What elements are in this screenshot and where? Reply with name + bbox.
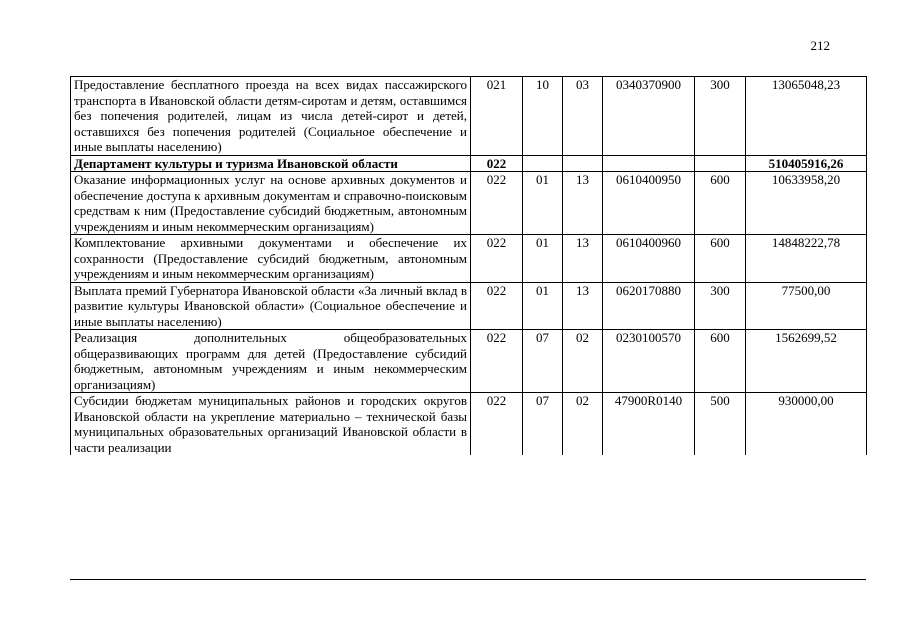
- row-name: Реализация дополнительных общеобразовательных общеразвивающих программ для детей (Предоставление субсидий бюджетным, автономным учреждениям и иным некоммерческим организациям): [71, 330, 471, 393]
- row-amount: 77500,00: [746, 282, 867, 330]
- page-number: 212: [810, 38, 830, 53]
- row-amount: 510405916,26: [746, 155, 867, 172]
- row-expense-type: 500: [695, 393, 746, 456]
- row-target-article: 0610400960: [603, 235, 695, 283]
- row-section-code: 01: [523, 235, 563, 283]
- row-subsection-code: 02: [563, 393, 603, 456]
- row-department-code: 022: [471, 282, 523, 330]
- row-target-article: [603, 155, 695, 172]
- row-target-article: 0610400950: [603, 172, 695, 235]
- row-name: Предоставление бесплатного проезда на всех видах пассажирского транспорта в Ивановской области детям-сиротам и детям, оставшимся без попечения родителей, лицам из числа детей-сирот и детей, оставшихся без попечения родителей (Социальное обеспечение и иные выплаты населению): [71, 77, 471, 156]
- row-target-article: 47900R0140: [603, 393, 695, 456]
- row-section-code: 01: [523, 172, 563, 235]
- row-subsection-code: 02: [563, 330, 603, 393]
- row-expense-type: [695, 155, 746, 172]
- table-row: [71, 172, 867, 235]
- row-section-code: 07: [523, 393, 563, 456]
- row-section-code: 01: [523, 282, 563, 330]
- row-department-code: 022: [471, 172, 523, 235]
- row-department-code: 022: [471, 330, 523, 393]
- table-bottom-border: [70, 579, 866, 580]
- table-row: [71, 393, 867, 456]
- row-section-code: 07: [523, 330, 563, 393]
- row-name: Субсидии бюджетам муниципальных районов и городских округов Ивановской области на укрепление материально – технической базы муниципальных образовательных организаций Ивановской области в части реализации: [71, 393, 471, 456]
- row-target-article: 0340370900: [603, 77, 695, 156]
- row-amount: 10633958,20: [746, 172, 867, 235]
- row-amount: 930000,00: [746, 393, 867, 456]
- row-name: Выплата премий Губернатора Ивановской области «За личный вклад в развитие культуры Ивановской области» (Социальное обеспечение и иные выплаты населению): [71, 282, 471, 330]
- row-target-article: 0620170880: [603, 282, 695, 330]
- row-department-code: 022: [471, 393, 523, 456]
- row-subsection-code: 13: [563, 172, 603, 235]
- row-expense-type: 600: [695, 330, 746, 393]
- row-section-code: [523, 155, 563, 172]
- row-amount: 1562699,52: [746, 330, 867, 393]
- row-name: Комплектование архивными документами и обеспечение их сохранности (Предоставление субсидий бюджетным, автономным учреждениям и иным некоммерческим организациям): [71, 235, 471, 283]
- row-subsection-code: 13: [563, 282, 603, 330]
- table-row: [71, 77, 867, 156]
- row-amount: 13065048,23: [746, 77, 867, 156]
- row-expense-type: 600: [695, 235, 746, 283]
- row-expense-type: 300: [695, 77, 746, 156]
- table-row: [71, 282, 867, 330]
- row-expense-type: 300: [695, 282, 746, 330]
- table-row: [71, 330, 867, 393]
- budget-table: [70, 76, 867, 455]
- row-name: Департамент культуры и туризма Ивановской области: [71, 155, 471, 172]
- row-name: Оказание информационных услуг на основе архивных документов и обеспечение доступа к архивным документам и справочно-поисковым средствам к ним (Предоставление субсидий бюджетным, автономным учреждениям и иным некоммерческим организациям): [71, 172, 471, 235]
- row-subsection-code: [563, 155, 603, 172]
- row-subsection-code: 13: [563, 235, 603, 283]
- row-department-code: 021: [471, 77, 523, 156]
- table-row: [71, 235, 867, 283]
- table-row-department: [71, 155, 867, 172]
- row-amount: 14848222,78: [746, 235, 867, 283]
- row-expense-type: 600: [695, 172, 746, 235]
- row-subsection-code: 03: [563, 77, 603, 156]
- row-department-code: 022: [471, 235, 523, 283]
- row-department-code: 022: [471, 155, 523, 172]
- row-target-article: 0230100570: [603, 330, 695, 393]
- row-section-code: 10: [523, 77, 563, 156]
